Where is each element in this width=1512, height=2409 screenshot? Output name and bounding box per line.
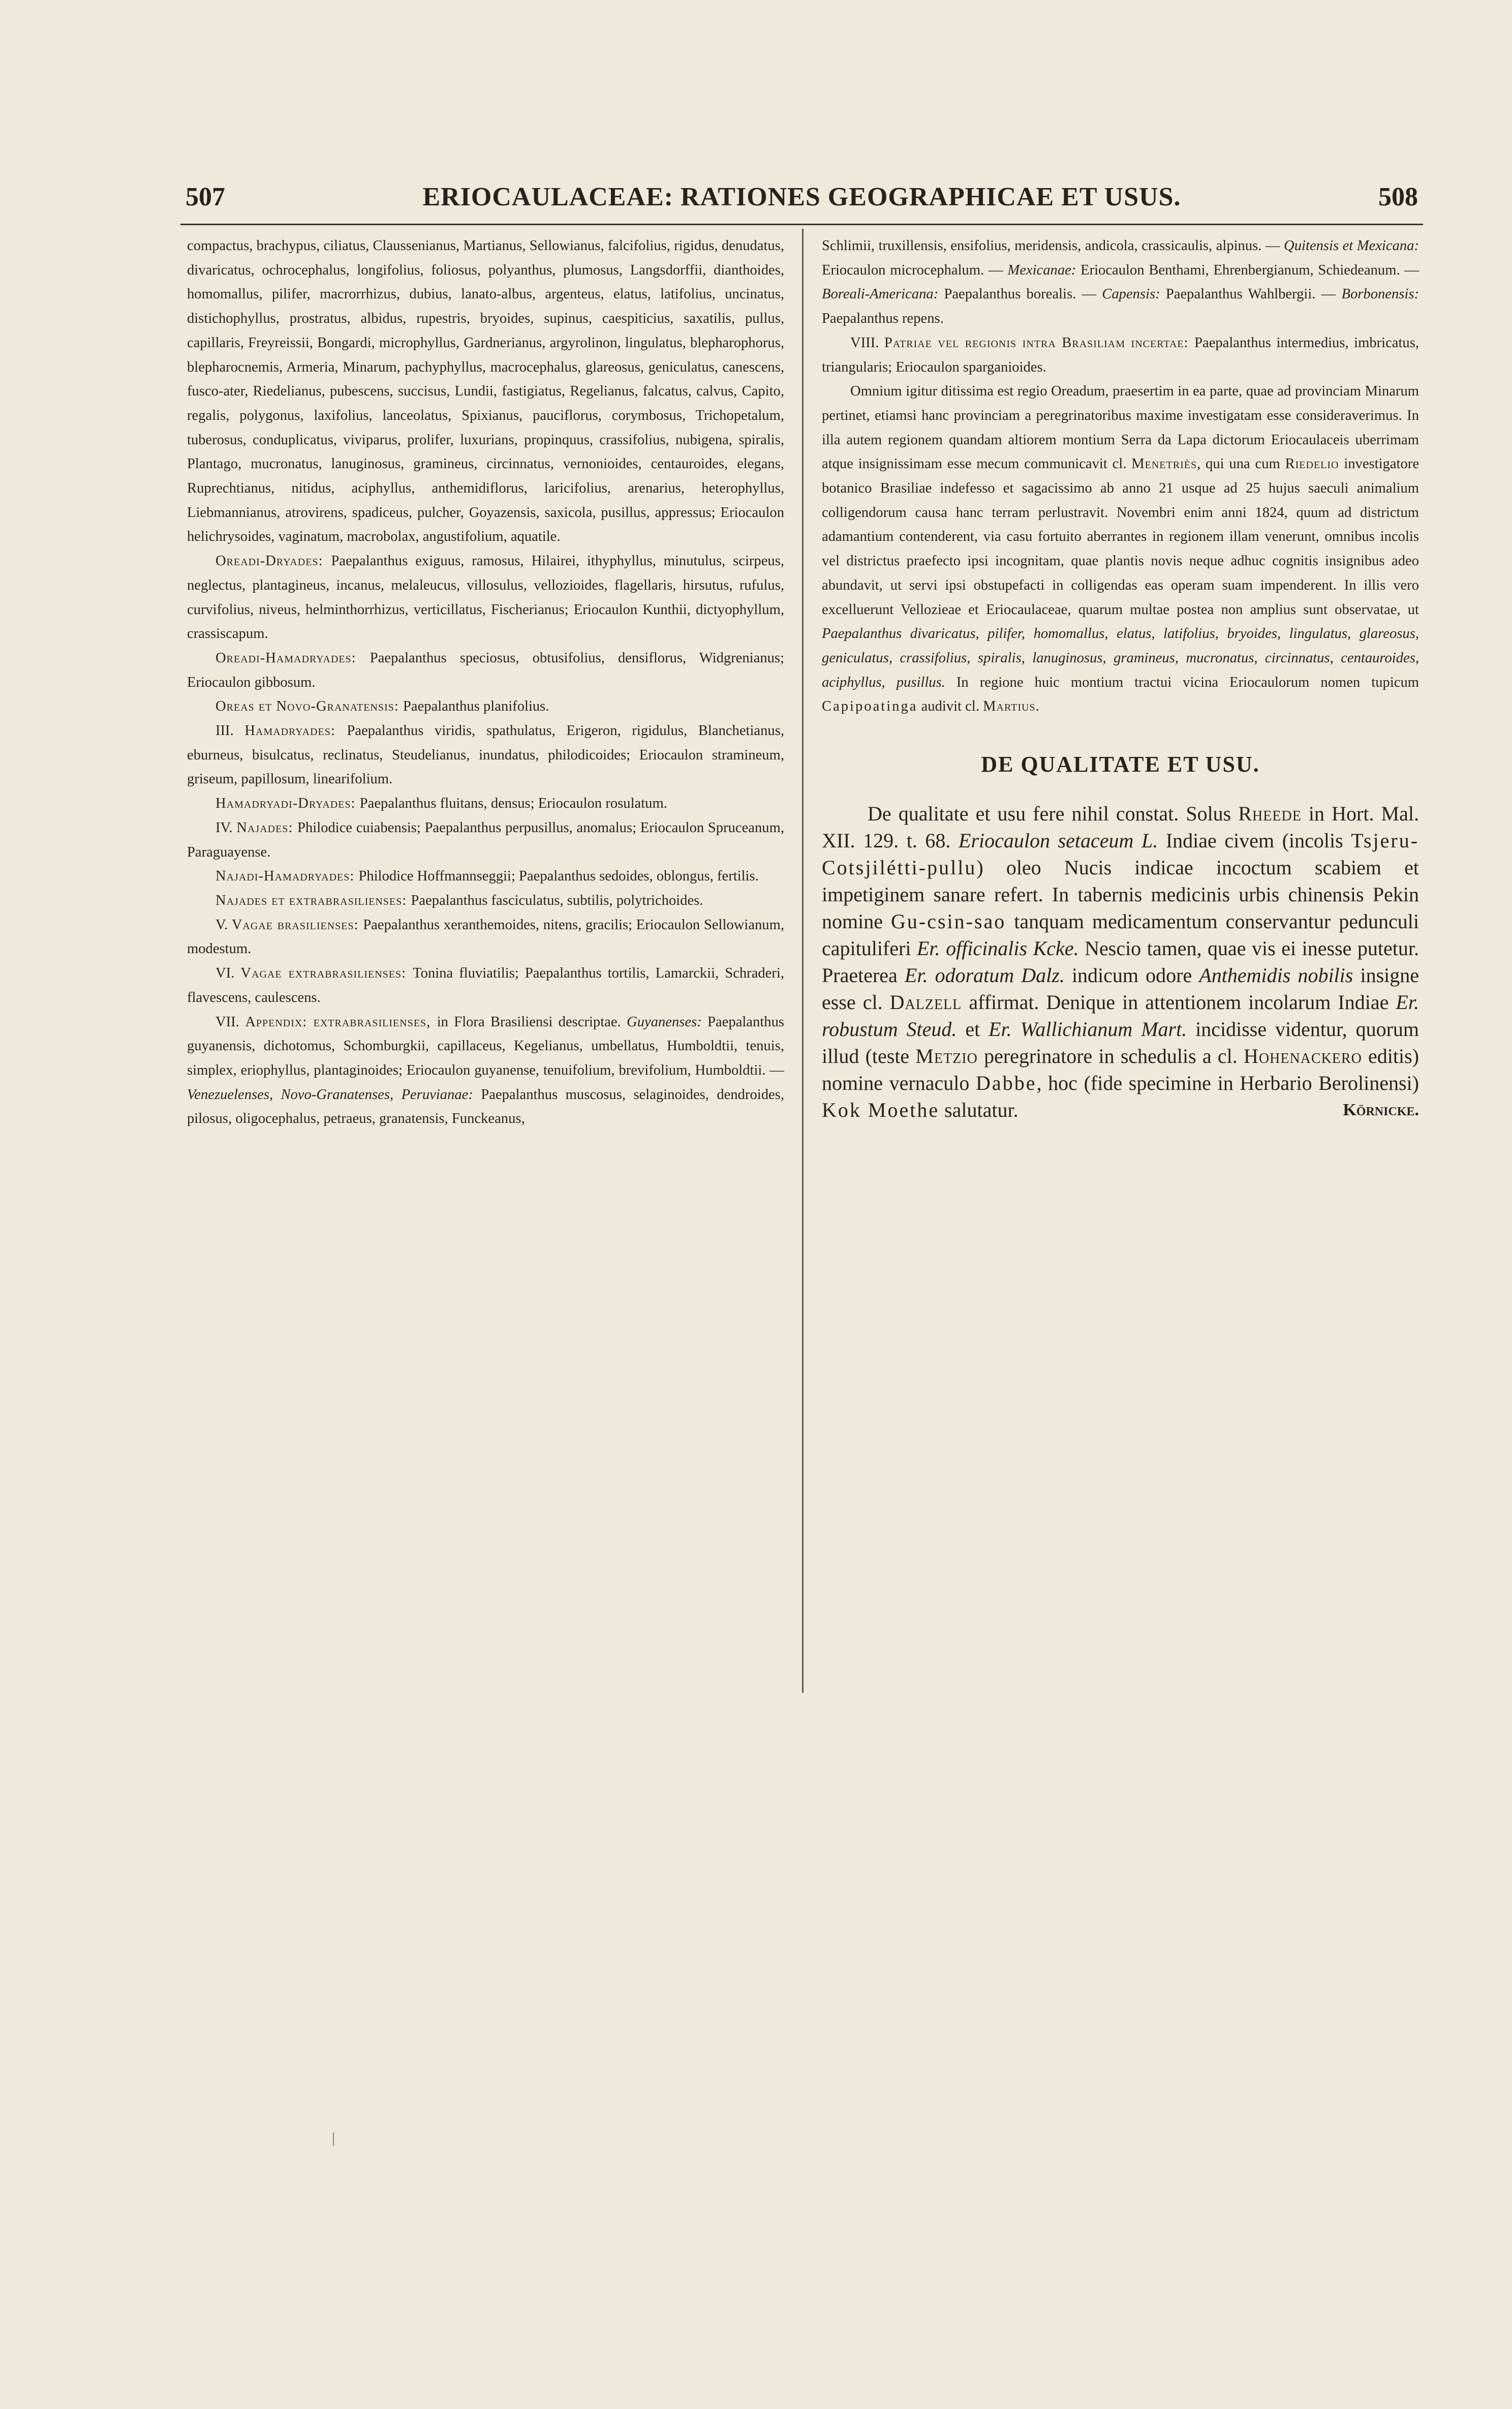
paragraph [187,864,784,889]
text-run: tanquam medicamentum conservantur pedunculi capituliferi [822,910,1419,960]
paragraph [187,961,784,1010]
text-run: Eriocaulon Benthami, Ehrenbergianum, Schiedeanum. — [1081,262,1419,278]
text-run: indicum odore [1064,964,1199,987]
text-run: Oreas et Novo-Granatensis: [215,698,403,715]
text-run: VII. [215,1014,245,1030]
text-run: in Hort. Mal. XII. 129. t. 68. [822,802,1419,852]
text-run: Metzio [915,1045,978,1068]
text-run: insigne esse cl. [822,964,1420,1014]
text-run: salutatur. [939,1099,1019,1122]
text-run: Hamadryadi-Dryades: [215,796,360,812]
text-run: Tonina fluviatilis; Paepalanthus tortilis, Lamarckii, Schraderi, flavescens, caulescens. [187,965,784,1005]
paragraph [187,549,784,646]
text-run: Er. odoratum Dalz. [904,964,1065,987]
text-run: Indiae civem (incolis [1158,829,1351,852]
text-run: De qualitate et usu fere nihil constat. Solus [868,802,1239,826]
running-title: ERIOCAULACEAE: RATIONES GEOGRAPHICAE ET USUS. [422,182,1181,211]
text-run: Capipoatinga [822,698,918,715]
paragraph [822,234,1419,331]
text-run: Hamadryades: [244,723,347,739]
text-run: Capensis: [1102,286,1166,302]
text-run: Er. officinalis Kcke. [917,937,1079,960]
paragraph [187,816,784,864]
text-run: Nescio tamen, quae vis ei inesse putetur. Praeterea [822,937,1419,987]
text-run: , qui una cum [1197,456,1285,472]
left-column [187,234,784,1131]
text-run: Philodice cuiabensis; Paepalanthus perpusillus, anomalus; Eriocaulon Spruceanum, Paraguayense. [187,819,784,860]
text-run: Paepalanthus muscosus, selaginoides, dendroides, pilosus, oligocephalus, petraeus, granatensis, Funckeanus, [187,1086,784,1127]
text-run: Vagae brasilienses: [231,917,363,933]
text-run: V. [215,917,232,933]
text-run: Rheede [1238,802,1302,826]
text-run: Paepalanthus fasciculatus, subtilis, polytrichoides. [411,892,703,908]
paragraph [187,1010,784,1132]
text-run: investigatore botanico Brasiliae indefesso et sagacissimo ab anno 21 usque ad 25 hujus saeculi animalium colligendorum causa hanc terram perlustravit. Novembri enim anni 1824, quum ad districtum adamantium contenderent, via casu fortuito aberrantes in regionem illam venerunt, omnibus incolis vel districtus praefecto ipsi incognitam, quae plantis novis neque adhuc cognitis insignibus adeo abundavit, ut servi ipsi obstupefacti in colligendas eas operam suam impenderent. In illis vero excelluerunt Vellozieae et Eriocaulaceae, quarum multae postea non amplius sunt observatae, ut [822,456,1420,618]
text-run: et [956,1018,989,1041]
text-run: III. [215,723,245,739]
text-run: Najades: [236,819,298,836]
paragraph [187,646,784,694]
text-run: Paepalanthus Wahlbergii. — [1165,286,1342,302]
text-run: Riedelio [1285,456,1339,472]
text-run: Oreadi-Hamadryades: [215,650,370,666]
text-run: Eriocaulon microcephalum. — [822,262,1008,278]
text-run: Najades et extrabrasilienses: [215,892,411,908]
text-run: Paepalanthus guyanensis, dichotomus, Schomburgkii, capillaceus, Kegelianus, umbellatus, Humboldtii, tenuis, simplex, eriophyllus, plantaginoides; Eriocaulon guyanense, tenuifolium, brevifolium, Humboldtii. — [187,1014,784,1078]
text-run: VI. [215,965,241,982]
text-run: Paepalanthus repens. [822,311,944,327]
text-run: Anthemidis nobilis [1199,964,1353,987]
text-run: Er. Wallichianum Mart. [989,1018,1187,1041]
right-column [822,234,1419,1123]
text-run: Quitensis et Mexicana: [1284,238,1419,254]
text-run: Paepalanthus planifolius. [403,698,549,715]
column-divider [802,229,804,1693]
page-number-left: 507 [186,182,225,211]
text-run: Najadi-Hamadryades: [215,868,359,885]
text-run: Hohenackero [1244,1045,1362,1068]
text-run: peregrinatore in schedulis a cl. [977,1045,1244,1068]
paragraph [187,913,784,961]
page-header [180,182,1423,218]
paragraph [822,331,1419,379]
text-run: audivit cl. [917,698,983,715]
usu-paragraph [822,800,1419,1123]
text-run: Patriae vel regionis intra Brasiliam incertae: [884,334,1195,351]
text-run: Vagae extrabrasilienses: [240,965,413,982]
text-run: Paepalanthus speciosus, obtusifolius, densiflorus, Widgrenianus; Eriocaulon gibbosum. [187,650,784,690]
text-run: Tsjeru-Cotsjilétti-pullu [822,829,1420,879]
text-run: ) oleo Nucis indicae incoctum scabiem et impetiginem sanare refert. In tabernis medicinis urbis chinensis Pekin nomine [822,856,1419,933]
paragraph [187,234,784,549]
text-run: in Flora Brasiliensi descriptae. [437,1014,627,1030]
text-run: Dalzell [889,991,962,1014]
text-run: IV. [215,819,237,836]
margin-mark [333,2132,334,2146]
text-run: Paepalanthus intermedius, imbricatus, triangularis; Eriocaulon sparganioides. [822,334,1419,375]
text-run: Philodice Hoffmannseggii; Paepalanthus sedoides, oblongus, fertilis. [358,868,759,885]
paragraph [187,719,784,791]
text-run: Paepalanthus exiguus, ramosus, Hilairei, ithyphyllus, minutulus, scirpeus, neglectus, plantagineus, incanus, melaleucus, villosulus, vellozioides, flagellaris, hirsutus, rufulus, curvifolius, niveus, helminthorrhizus, verticillatus, Fischerianus; Eriocaulon Kunthii, dictyophyllum, crassiscapum. [187,553,784,642]
text-run: Eriocaulon setaceum L. [959,829,1158,852]
text-run: Dabbe [976,1072,1037,1095]
text-run: Mexicanae: [1007,262,1081,278]
text-run: VIII. [850,334,884,351]
text-run: Boreali-Americana: [822,286,944,302]
text-run: Oreadi-Dryades: [215,553,331,569]
text-run: Paepalanthus viridis, spathulatus, Erigeron, rigidulus, Blanchetianus, eburneus, bisulcatus, reclinatus, Steudelianus, inundatus, philodicoides; Eriocaulon stramineum, griseum, papillosum, linearifolium. [187,723,784,787]
text-run: Guyanenses: [627,1014,708,1030]
paragraph [187,791,784,816]
section-title: DE QUALITATE ET USU. [981,752,1260,777]
text-run: In regione huic montium tractui vicina Eriocaulorum nomen tupicum [945,674,1419,690]
header-rule [180,224,1423,225]
text-run: , hoc (fide specimine in Herbario Berolinensi) [1036,1072,1419,1095]
text-run: Paepalanthus divaricatus, pilifer, homomallus, elatus, latifolius, bryoides, lingulatus, glareosus, geniculatus, crassifolius, spiralis, lanuginosus, gramineus, mucronatus, circinnatus, centauroides, aciphyllus, pusillus. [822,626,1419,690]
text-run: Gu-csin-sao [891,910,1006,933]
text-run: editis) nomine vernaculo [822,1045,1420,1095]
text-run: Venezuelenses, Novo-Granatenses, Peruvianae: [187,1086,481,1103]
page-number-right: 508 [1378,182,1418,211]
text-run: Er. robustum Steud. [822,991,1419,1041]
text-run: Paepalanthus fluitans, densus; Eriocaulon rosulatum. [359,796,667,812]
text-run: Martius [983,698,1036,715]
usu-section [822,800,1419,1123]
text-run: Kok Moethe [822,1099,940,1122]
text-run: Paepalanthus borealis. — [944,286,1102,302]
text-run: compactus, brachypus, ciliatus, Claussenianus, Martianus, Sellowianus, falcifolius, rigidus, denudatus, divaricatus, ochrocephalus, longifolius, foliosus, polyanthus, plumosus, Langsdorffii, dianthoides, homomallus, pilifer, macrorrhizus, dubius, lanato-albus, argenteus, elatus, latifolius, uncinatus, distichophyllus, prostratus, albidus, rupestris, bryoides, supinus, caespiticius, saxatilis, pullus, capillaris, Freyreissii, Bongardi, microphyllus, Gardnerianus, argyrolinon, lingulatus, blepharophorus, blepharocnemis, Armeria, Minarum, pachyphyllus, macrocephalus, glareosus, geniculatus, canescens, fusco-ater, Riedelianus, pubescens, succisus, Lundii, fastigiatus, Regelianus, falcatus, calvus, Capito, regalis, polygonus, laxifolius, lanceolatus, Spixianus, pauciflorus, corymbosus, Trichopetalum, tuberosus, conduplicatus, viviparus, prolifer, luxurians, propinquus, crassifolius, nubigena, spiralis, Plantago, mucronatus, lanuginosus, gramineus, circinnatus, vernonioides, centauroides, elegans, Ruprechtianus, nitidus, aciphyllus, anthemidiflorus, laricifolius, arenarius, heterophyllus, Liebmannianus, atrovirens, spadiceus, pulcher, Goyazensis, saxicola, pusillus, appressus; Eriocaulon helichrysoides, vaginatum, macrobolax, angustifolium, aquatile. [187,238,784,545]
text-run: Borbonensis: [1341,286,1419,302]
usu-text [822,802,1419,1121]
text-run: Paepalanthus xeranthemoides, nitens, gracilis; Eriocaulon Sellowianum, modestum. [187,917,784,957]
author-signature: Körnicke. [1343,1101,1419,1120]
text-run: Menetriès [1131,456,1197,472]
text-run: Schlimii, truxillensis, ensifolius, meridensis, andicola, crassicaulis, alpinus. — [822,238,1284,254]
paragraph [187,694,784,719]
text-run: affirmat. Denique in attentionem incolarum Indiae [962,991,1396,1014]
text-run: Omnium igitur ditissima est regio Oreadum, praesertim in ea parte, quae ad provinciam Minarum pertinet, etiamsi hanc provinciam a peregrinatoribus maxime investigatam esse consideraverimus. In illa autem regionem quandam altiorem montium Serra da Lapa dictorum Eriocaulaceis uberrimam atque insignissimam esse mecum communicavit cl. [822,383,1419,472]
text-run: incidisse videntur, quorum illud (teste [822,1018,1420,1068]
paragraph [822,379,1419,719]
text-run: Appendix: extrabrasilienses, [245,1014,437,1030]
text-run: . [1035,698,1039,715]
paragraph [187,889,784,913]
